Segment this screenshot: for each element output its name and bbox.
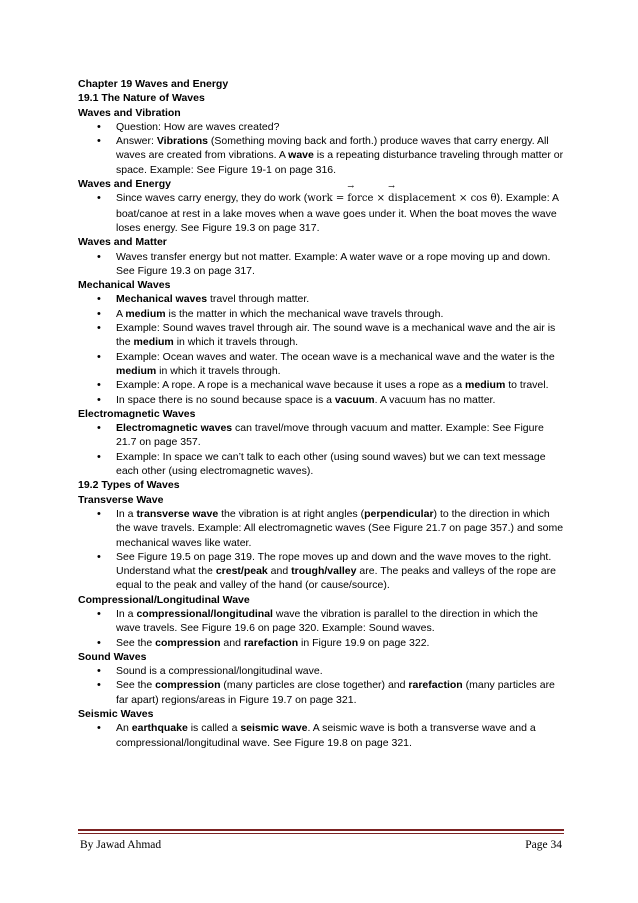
list-item: • Example: In space we can’t talk to each other (using sound waves) but we can text message each other (using electromagnetic waves). <box>95 450 564 479</box>
bullet-list <box>78 721 564 750</box>
force-vector: → force <box>347 192 373 206</box>
page-footer <box>78 839 564 855</box>
subheading-transverse-wave: Transverse Wave <box>78 493 164 506</box>
footer-divider <box>78 829 564 831</box>
bullet-list <box>78 120 564 177</box>
footer-author: By Jawad Ahmad <box>80 839 162 851</box>
list-item: • In a transverse wave the vibration is at right angles (perpendicular) to the direction in which the wave travels. Example: All electromagnetic waves (See Figure 21.7 on page 357.) and some mechanical waves like water. <box>95 507 564 550</box>
list-item: • See the compression and rarefaction in Figure 19.9 on page 322. <box>95 636 564 650</box>
footer-divider-thin <box>78 833 564 834</box>
bullet-list <box>78 292 564 406</box>
bullet-list <box>78 607 564 650</box>
subheading-electromagnetic-waves: Electromagnetic Waves <box>78 407 196 420</box>
list-item: • Mechanical waves travel through matter. <box>95 292 564 306</box>
bullet-list <box>78 421 564 478</box>
list-item: • An earthquake is called a seismic wave. A seismic wave is both a transverse wave and a compressional/longitudinal wave. See Figure 19.8 on page 321. <box>95 721 564 750</box>
subheading-seismic-waves: Seismic Waves <box>78 708 154 721</box>
list-item: • Sound is a compressional/longitudinal wave. <box>95 664 564 678</box>
list-item: • Since waves carry energy, they do work (work = → force × → displacement × cos θ). Example: A boat/canoe at rest in a lake moves when a wave goes under it. When the boat moves the wave loses energy. See Figure 19.3 on page 317. <box>95 191 564 235</box>
subheading-waves-and-matter: Waves and Matter <box>78 236 167 249</box>
list-item: • In a compressional/longitudinal wave the vibration is parallel to the direction in which the wave travels. See Figure 19.6 on page 320. Example: Sound waves. <box>95 607 564 636</box>
section-heading: 19.2 Types of Waves <box>78 479 180 492</box>
list-item: • Electromagnetic waves can travel/move through vacuum and matter. Example: See Figure 21.7 on page 357. <box>95 421 564 450</box>
list-item: • See the compression (many particles are close together) and rarefaction (many particles are far apart) regions/areas in Figure 19.7 on page 321. <box>95 678 564 707</box>
bullet-list <box>78 507 564 593</box>
list-item: • See Figure 19.5 on page 319. The rope moves up and down and the wave moves to the right. Understand what the crest/peak and trough/valley are. The peaks and valleys of the rope are equal to the peak and valley of the hand (or cause/source). <box>95 550 564 593</box>
subheading-mechanical-waves: Mechanical Waves <box>78 279 171 292</box>
list-item: • Question: How are waves created? <box>95 120 564 134</box>
displacement-vector: → displacement <box>388 192 456 206</box>
subheading-sound-waves: Sound Waves <box>78 650 147 663</box>
section-heading: 19.1 The Nature of Waves <box>78 92 205 105</box>
subheading-waves-and-vibration: Waves and Vibration <box>78 106 181 119</box>
list-item: • Example: Sound waves travel through air. The sound wave is a mechanical wave and the air is the medium in which it travels through. <box>95 321 564 350</box>
list-item: • In space there is no sound because space is a vacuum. A vacuum has no matter. <box>95 393 564 407</box>
page-content <box>78 77 564 750</box>
list-item: • Example: A rope. A rope is a mechanical wave because it uses a rope as a medium to travel. <box>95 378 564 392</box>
subheading-compressional-wave: Compressional/Longitudinal Wave <box>78 593 250 606</box>
bullet-list <box>78 250 564 279</box>
bullet-list <box>78 191 564 235</box>
bullet-list <box>78 664 564 707</box>
list-item: • A medium is the matter in which the mechanical wave travels through. <box>95 307 564 321</box>
list-item: • Answer: Vibrations (Something moving back and forth.) produce waves that carry energy. All waves are created from vibrations. A wave is a repeating disturbance traveling through matter or space. Example: See Figure 19-1 on page 316. <box>95 134 564 177</box>
chapter-title: Chapter 19 Waves and Energy <box>78 78 229 90</box>
list-item: • Example: Ocean waves and water. The ocean wave is a mechanical wave and the water is the medium in which it travels through. <box>95 350 564 379</box>
list-item: • Waves transfer energy but not matter. Example: A water wave or a rope moving up and down. See Figure 19.3 on page 317. <box>95 250 564 279</box>
work-equation: work = → force × → displacement × cos θ <box>307 193 496 204</box>
footer-page-number: Page 34 <box>525 839 562 851</box>
subheading-waves-and-energy: Waves and Energy <box>78 178 171 191</box>
